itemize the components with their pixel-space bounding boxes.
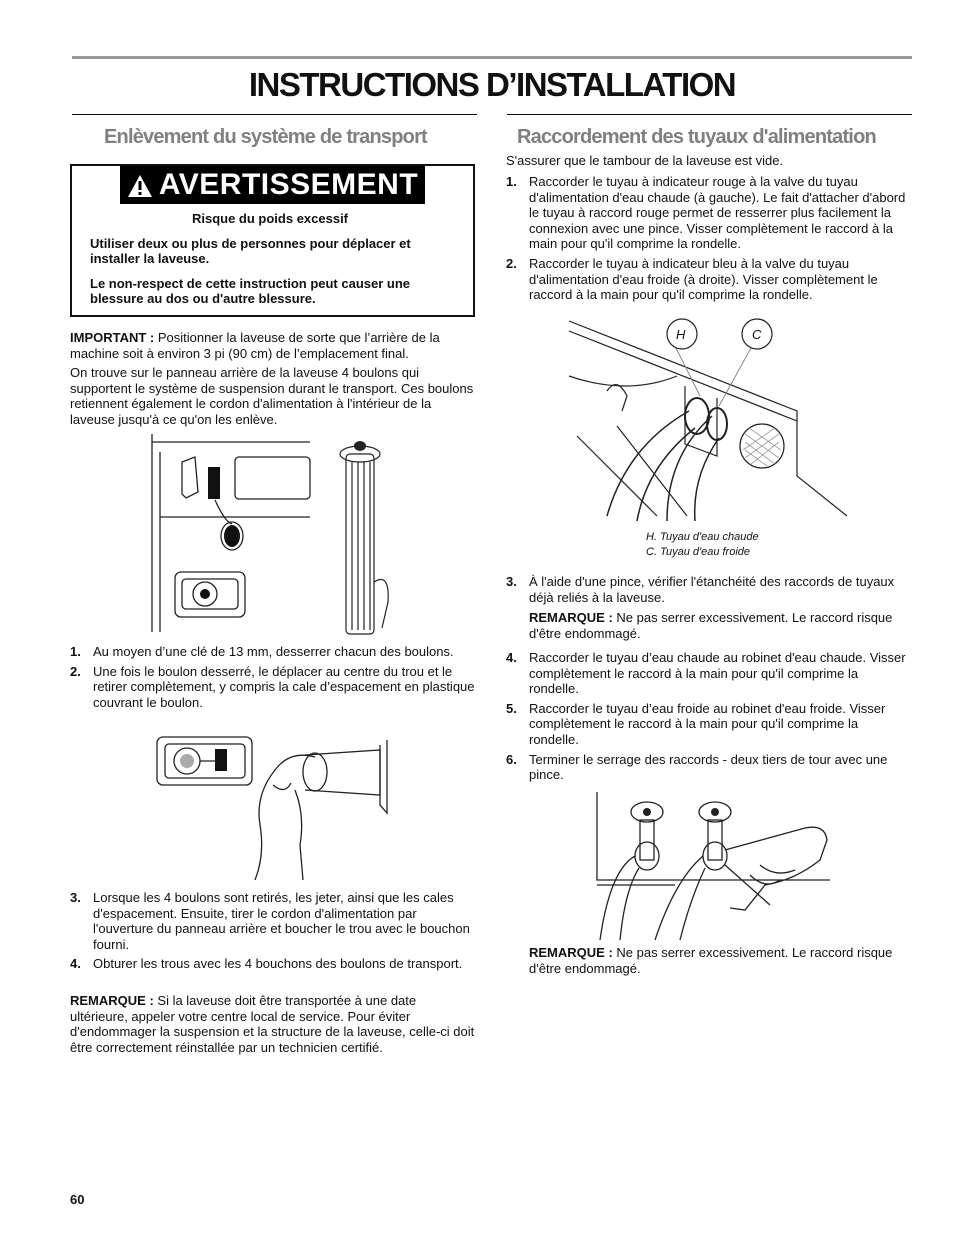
warning-box xyxy=(70,164,475,317)
caption-cold: C. Tuyau d'eau froide xyxy=(646,546,751,558)
warning-line-1: Utiliser deux ou plus de personnes pour déplacer et installer la laveuse. xyxy=(90,235,411,267)
hose-connection-illustration xyxy=(567,316,852,524)
hoses-steps-4-6 xyxy=(506,650,911,787)
top-divider xyxy=(72,56,912,59)
warning-triangle-icon xyxy=(127,174,153,198)
hoses-step-3 xyxy=(506,574,911,609)
list-item: 2. Une fois le boulon desserré, le déplacer au centre du trou et le retirer complètement, y compris la cale d’espacement en plastique couvrant le boulon. xyxy=(70,663,475,710)
hoses-intro: S'assurer que le tambour de la laveuse est vide. xyxy=(506,153,784,168)
hoses-steps-1-2 xyxy=(506,174,911,307)
page-title: INSTRUCTIONS D’INSTALLATION xyxy=(248,66,736,103)
right-rule xyxy=(507,114,912,115)
important-text: Positionner la laveuse de sorte que l’arrière de la machine soit à environ 3 pi (90 cm) de l’emplacement final. xyxy=(70,330,440,361)
important-paragraph xyxy=(70,330,475,361)
list-item: 1. Raccorder le tuyau à indicateur rouge à la valve du tuyau d'alimentation d'eau chaude (à gauche). Le fait d'attacher d'abord le tuyau à raccord rouge permet de resserrer plus facilement la connexion avec une pince. Visser complètement le raccord à la main pour qu'il comprime la rondelle. xyxy=(506,174,906,252)
important-label: IMPORTANT : xyxy=(70,330,155,345)
hoses-note-2: REMARQUE : Ne pas serrer excessivement. Le raccord risque d'être endommagé. xyxy=(529,945,893,976)
warning-label: AVERTISSEMENT xyxy=(158,168,419,201)
spacer-removal-illustration xyxy=(155,735,395,880)
transport-intro: On trouve sur le panneau arrière de la laveuse 4 boulons qui supportent le système de suspension durant le transport. Ces boulons retiennent également le cordon d'alimentation à l'intérieur de la laveuse jusqu'à ce qu'on les enlève. xyxy=(70,365,474,427)
callout-h: H xyxy=(676,327,686,342)
faucet-pliers-illustration xyxy=(595,790,830,940)
transport-note xyxy=(70,993,475,1055)
list-item: 4. Obturer les trous avec les 4 bouchons des boulons de transport. xyxy=(70,956,463,972)
list-item: 6. Terminer le serrage des raccords - deux tiers de tour avec une pince. xyxy=(506,751,888,783)
list-item: 1. Au moyen d’une clé de 13 mm, desserrer chacun des boulons. xyxy=(70,644,454,659)
warning-line-2: Le non-respect de cette instruction peut causer une blessure au dos ou d'autre blessure. xyxy=(90,275,411,307)
list-item: 3. Lorsque les 4 boulons sont retirés, les jeter, ainsi que les cales d'espacement. Ensuite, tirer le cordon d'alimentation par l'ouverture du panneau arrière et boucher le trou avec le bouchon fourni. xyxy=(70,890,470,952)
list-item: 3. À l'aide d'une pince, vérifier l'étanchéité des raccords de tuyaux déjà reliés à la laveuse. xyxy=(506,574,895,605)
warning-body xyxy=(90,211,450,307)
note-text: Si la laveuse doit être transportée à une date ultérieure, appeler votre centre local de service. Pour éviter d'endommager la suspension et la structure de la laveuse, celle-ci doit être correctement réinstallée par un technicien certifié. xyxy=(70,993,475,1055)
section-heading-transport: Enlèvement du système de transport xyxy=(104,126,427,148)
caption-hot: H. Tuyau d'eau chaude xyxy=(646,531,759,543)
list-item: 2. Raccorder le tuyau à indicateur bleu à la valve du tuyau d'alimentation d'eau froide (à droite). Visser complètement le raccord à la main pour qu'il comprime la rondelle. xyxy=(506,255,878,303)
note-label: REMARQUE : xyxy=(70,993,154,1008)
page-number: 60 xyxy=(70,1192,85,1207)
back-panel-bolt-illustration xyxy=(150,432,410,637)
left-rule xyxy=(72,114,477,115)
warning-hazard: Risque du poids excessif xyxy=(191,211,349,226)
hoses-note-1: REMARQUE : Ne pas serrer excessivement. Le raccord risque d'être endommagé. xyxy=(529,610,893,641)
list-item: 5. Raccorder le tuyau d’eau froide au robinet d'eau froide. Visser complètement le raccord à la main pour qu'il comprime la rondelle. xyxy=(506,700,886,747)
transport-steps-3-4 xyxy=(70,890,475,976)
section-heading-hoses: Raccordement des tuyaux d'alimentation xyxy=(517,126,876,148)
transport-steps-1-2 xyxy=(70,644,475,714)
figure-caption xyxy=(646,530,759,560)
list-item: 4. Raccorder le tuyau d’eau chaude au robinet d'eau chaude. Visser complètement le raccord à la main pour qu'il comprime la rondelle. xyxy=(506,650,906,697)
warning-header xyxy=(120,166,425,204)
callout-c: C xyxy=(752,327,762,342)
